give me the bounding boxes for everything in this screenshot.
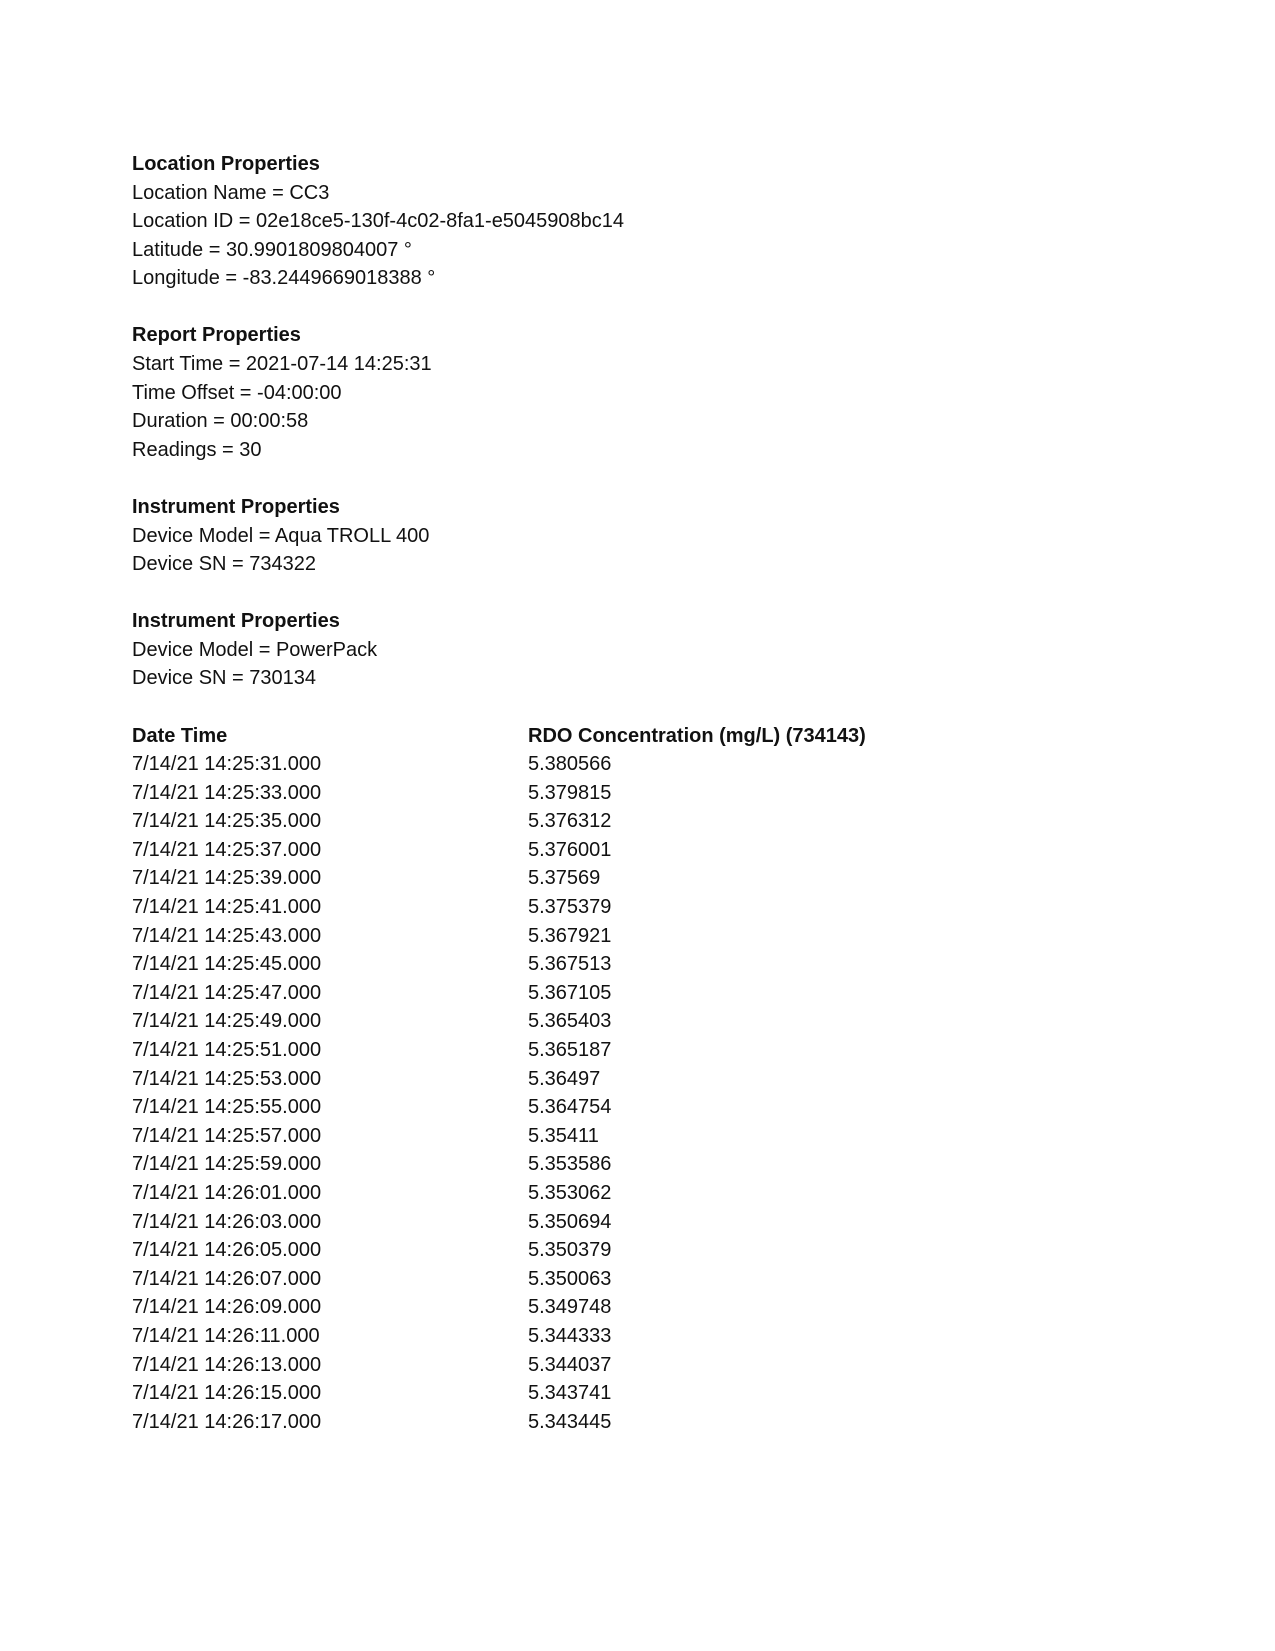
rdo-concentration-cell: 5.350694: [528, 1210, 612, 1233]
rdo-concentration-cell: 5.375379: [528, 896, 612, 919]
date-time-cell: 7/14/21 14:26:09.000: [132, 1296, 322, 1319]
instrument-properties-heading-2: Instrument Properties: [132, 610, 340, 633]
latitude-line: Latitude = 30.9901809804007 °: [132, 238, 412, 261]
device-model-line-1: Device Model = Aqua TROLL 400: [132, 524, 430, 547]
rdo-concentration-cell: 5.380566: [528, 753, 612, 776]
date-time-cell: 7/14/21 14:25:57.000: [132, 1124, 322, 1147]
rdo-concentration-cell: 5.367105: [528, 981, 612, 1004]
table-row: [132, 1036, 1132, 1065]
device-sn-line-2: Device SN = 730134: [132, 667, 317, 690]
date-time-cell: 7/14/21 14:26:17.000: [132, 1410, 322, 1433]
table-row: [132, 1236, 1132, 1265]
rdo-concentration-cell: 5.343445: [528, 1410, 612, 1433]
instrument-properties-section-1: [132, 493, 1132, 579]
instrument-properties-section-2: [132, 607, 1132, 693]
date-time-cell: 7/14/21 14:25:43.000: [132, 924, 322, 947]
table-row: [132, 1179, 1132, 1208]
readings-table: [132, 722, 1132, 1437]
rdo-concentration-cell: 5.379815: [528, 781, 612, 804]
table-row: [132, 1065, 1132, 1094]
table-row: [132, 750, 1132, 779]
rdo-concentration-cell: 5.343741: [528, 1382, 612, 1405]
rdo-concentration-cell: 5.364754: [528, 1096, 612, 1119]
rdo-concentration-cell: 5.349748: [528, 1296, 612, 1319]
date-time-cell: 7/14/21 14:26:01.000: [132, 1182, 322, 1204]
table-row: [132, 1007, 1132, 1036]
table-row: [132, 1379, 1132, 1408]
device-sn-line-1: Device SN = 734322: [132, 553, 317, 576]
date-time-cell: 7/14/21 14:25:51.000: [132, 1039, 322, 1062]
date-time-cell: 7/14/21 14:25:45.000: [132, 953, 322, 976]
report-properties-heading: Report Properties: [132, 324, 301, 347]
location-properties-section: [132, 150, 1132, 293]
time-offset-line: Time Offset = -04:00:00: [132, 381, 342, 404]
rdo-concentration-cell: 5.36497: [528, 1067, 601, 1090]
date-time-cell: 7/14/21 14:25:59.000: [132, 1153, 322, 1176]
table-row: [132, 779, 1132, 808]
rdo-concentration-cell: 5.350379: [528, 1239, 612, 1262]
date-time-cell: 7/14/21 14:26:15.000: [132, 1382, 322, 1405]
date-time-cell: 7/14/21 14:25:39.000: [132, 867, 322, 890]
rdo-concentration-cell: 5.35411: [528, 1124, 599, 1147]
date-time-cell: 7/14/21 14:25:49.000: [132, 1010, 322, 1033]
table-row: [132, 1351, 1132, 1380]
table-row: [132, 893, 1132, 922]
table-header-row: [132, 722, 1132, 751]
rdo-concentration-cell: 5.367513: [528, 953, 612, 976]
document-page: [132, 150, 1132, 1436]
date-time-cell: 7/14/21 14:25:41.000: [132, 896, 322, 919]
rdo-concentration-cell: 5.350063: [528, 1267, 612, 1290]
location-id-line: Location ID = 02e18ce5-130f-4c02-8fa1-e5045908bc14: [132, 210, 625, 233]
date-time-cell: 7/14/21 14:25:33.000: [132, 781, 322, 804]
rdo-concentration-header: RDO Concentration (mg/L) (734143): [528, 724, 866, 747]
date-time-cell: 7/14/21 14:26:07.000: [132, 1267, 322, 1290]
rdo-concentration-cell: 5.365187: [528, 1039, 612, 1062]
device-model-line-2: Device Model = PowerPack: [132, 638, 378, 661]
date-time-header: Date Time: [132, 724, 228, 747]
date-time-cell: 7/14/21 14:26:03.000: [132, 1210, 322, 1233]
location-name-line: Location Name = CC3: [132, 181, 330, 204]
table-row: [132, 1208, 1132, 1237]
table-row: [132, 979, 1132, 1008]
date-time-cell: 7/14/21 14:26:13.000: [132, 1353, 322, 1376]
date-time-cell: 7/14/21 14:25:53.000: [132, 1067, 322, 1090]
rdo-concentration-cell: 5.344037: [528, 1353, 612, 1376]
table-row: [132, 1265, 1132, 1294]
table-row: [132, 1408, 1132, 1437]
date-time-cell: 7/14/21 14:25:35.000: [132, 810, 322, 833]
start-time-line: Start Time = 2021-07-14 14:25:31: [132, 353, 432, 376]
date-time-cell: 7/14/21 14:25:47.000: [132, 981, 322, 1004]
rdo-concentration-cell: 5.353586: [528, 1153, 612, 1176]
location-properties-heading: Location Properties: [132, 153, 320, 175]
table-row: [132, 807, 1132, 836]
table-body: [132, 750, 1132, 1436]
rdo-concentration-cell: 5.367921: [528, 924, 612, 947]
readings-line: Readings = 30: [132, 438, 262, 461]
longitude-line: Longitude = -83.2449669018388 °: [132, 267, 436, 290]
duration-line: Duration = 00:00:58: [132, 410, 309, 433]
rdo-concentration-cell: 5.376312: [528, 810, 612, 833]
rdo-concentration-cell: 5.344333: [528, 1324, 612, 1347]
instrument-properties-heading-1: Instrument Properties: [132, 495, 340, 518]
table-row: [132, 864, 1132, 893]
table-row: [132, 1093, 1132, 1122]
table-row: [132, 1122, 1132, 1151]
date-time-cell: 7/14/21 14:25:55.000: [132, 1096, 322, 1119]
date-time-cell: 7/14/21 14:25:37.000: [132, 838, 322, 861]
rdo-concentration-cell: 5.365403: [528, 1010, 612, 1033]
date-time-cell: 7/14/21 14:26:11.000: [132, 1324, 320, 1347]
date-time-cell: 7/14/21 14:25:31.000: [132, 753, 322, 776]
table-row: [132, 922, 1132, 951]
table-row: [132, 950, 1132, 979]
rdo-concentration-cell: 5.353062: [528, 1182, 612, 1204]
table-row: [132, 1150, 1132, 1179]
report-properties-section: [132, 321, 1132, 464]
rdo-concentration-cell: 5.37569: [528, 867, 601, 890]
date-time-cell: 7/14/21 14:26:05.000: [132, 1239, 322, 1262]
table-row: [132, 836, 1132, 865]
rdo-concentration-cell: 5.376001: [528, 838, 612, 861]
table-row: [132, 1293, 1132, 1322]
table-row: [132, 1322, 1132, 1351]
